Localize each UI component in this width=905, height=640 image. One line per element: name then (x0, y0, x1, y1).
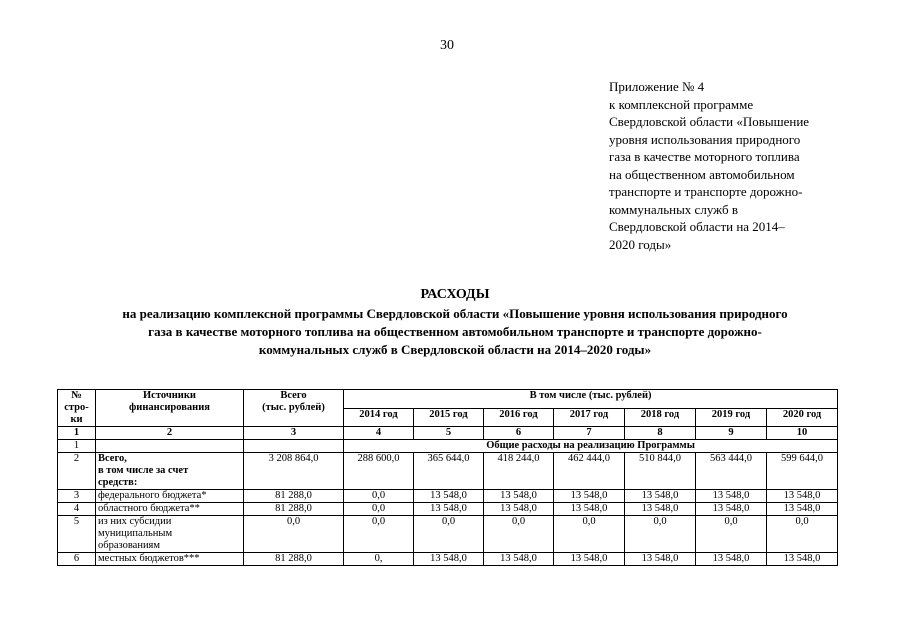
row-value: 0, (344, 553, 414, 566)
header-row-number: № стро- ки (58, 390, 96, 427)
row-number: 2 (58, 453, 96, 490)
row-value: 13 548,0 (484, 553, 554, 566)
row-number: 5 (58, 516, 96, 553)
row-number: 6 (58, 553, 96, 566)
row-total: 81 288,0 (244, 553, 344, 566)
row-value: 288 600,0 (344, 453, 414, 490)
column-number: 2 (96, 427, 244, 440)
document-subtitle (55, 305, 855, 359)
appendix-line: на общественном автомобильном (609, 166, 795, 182)
header-year: 2019 год (696, 408, 767, 427)
row-source: федерального бюджета* (96, 490, 244, 503)
row-value: 13 548,0 (414, 490, 484, 503)
column-number: 6 (484, 427, 554, 440)
row-value: 0,0 (484, 516, 554, 553)
column-number: 9 (696, 427, 767, 440)
row-number: 1 (58, 440, 96, 453)
header-year: 2017 год (554, 408, 625, 427)
column-number: 1 (58, 427, 96, 440)
row-source: областного бюджета** (96, 503, 244, 516)
header-year: 2020 год (767, 408, 838, 427)
row-value: 13 548,0 (625, 503, 696, 516)
row-value: 13 548,0 (767, 503, 838, 516)
appendix-line: Приложение № 4 (609, 79, 705, 94)
header-year: 2018 год (625, 408, 696, 427)
row-value: 0,0 (767, 516, 838, 553)
subtitle-line: газа в качестве моторного топлива на общественном автомобильном транспорте и транспорте дорожно- (148, 324, 762, 339)
header-year: 2016 год (484, 408, 554, 427)
row-value: 563 444,0 (696, 453, 767, 490)
row-value: 13 548,0 (554, 490, 625, 503)
appendix-line: коммунальных служб в (609, 201, 738, 217)
appendix-line: Свердловской области на 2014– (609, 219, 785, 234)
row-value: 13 548,0 (625, 490, 696, 503)
row-value: 13 548,0 (414, 503, 484, 516)
header-including: В том числе (тыс. рублей) (344, 390, 838, 409)
row-total: 3 208 864,0 (244, 453, 344, 490)
row-value: 510 844,0 (625, 453, 696, 490)
row-value: 0,0 (344, 503, 414, 516)
appendix-line: транспорте и транспорте дорожно- (609, 184, 803, 199)
appendix-line: газа в качестве моторного топлива (609, 149, 800, 164)
appendix-note (609, 78, 859, 253)
row-value: 13 548,0 (767, 553, 838, 566)
column-number: 10 (767, 427, 838, 440)
subtitle-line: на реализацию комплексной программы Свердловской области «Повышение уровня использования природного (122, 306, 788, 321)
row-total: 81 288,0 (244, 503, 344, 516)
appendix-line: 2020 годы» (609, 236, 672, 252)
section-row (58, 440, 838, 453)
row-value: 0,0 (414, 516, 484, 553)
appendix-line: к комплексной программе (609, 96, 754, 112)
row-value: 418 244,0 (484, 453, 554, 490)
row-value: 599 644,0 (767, 453, 838, 490)
column-number: 3 (244, 427, 344, 440)
header-year: 2015 год (414, 408, 484, 427)
row-value: 13 548,0 (696, 553, 767, 566)
row-value: 13 548,0 (625, 553, 696, 566)
row-source: Всего, в том числе за счет средств: (96, 453, 244, 490)
row-value: 13 548,0 (696, 490, 767, 503)
row-value: 13 548,0 (484, 503, 554, 516)
column-number: 7 (554, 427, 625, 440)
row-value: 13 548,0 (767, 490, 838, 503)
table-row (58, 503, 838, 516)
column-number: 4 (344, 427, 414, 440)
row-number: 4 (58, 503, 96, 516)
table-row (58, 516, 838, 553)
table-row (58, 490, 838, 503)
column-number-row (58, 427, 838, 440)
row-value: 13 548,0 (554, 553, 625, 566)
column-number: 5 (414, 427, 484, 440)
row-value: 0,0 (344, 490, 414, 503)
table-row (58, 553, 838, 566)
column-number: 8 (625, 427, 696, 440)
section-label: Общие расходы на реализацию Программы (344, 440, 838, 453)
subtitle-line: коммунальных служб в Свердловской области на 2014–2020 годы» (258, 342, 652, 357)
row-value: 0,0 (344, 516, 414, 553)
row-value: 13 548,0 (414, 553, 484, 566)
table-header-row (58, 390, 838, 409)
table-row (58, 453, 838, 490)
row-value: 0,0 (696, 516, 767, 553)
row-source: местных бюджетов*** (96, 553, 244, 566)
row-source: из них субсидии муниципальным образованиям (96, 516, 244, 553)
row-number: 3 (58, 490, 96, 503)
row-value: 0,0 (554, 516, 625, 553)
row-total: 0,0 (244, 516, 344, 553)
row-value: 462 444,0 (554, 453, 625, 490)
row-value: 365 644,0 (414, 453, 484, 490)
row-total: 81 288,0 (244, 490, 344, 503)
row-value: 13 548,0 (554, 503, 625, 516)
header-sources: Источники финансирования (96, 390, 244, 427)
row-value: 13 548,0 (484, 490, 554, 503)
header-year: 2014 год (344, 408, 414, 427)
row-value: 0,0 (625, 516, 696, 553)
page-number: 30 (440, 38, 454, 53)
expenses-table (57, 389, 838, 566)
appendix-line: уровня использования природного (609, 131, 801, 147)
document-title: РАСХОДЫ (420, 287, 490, 302)
header-total: Всего (тыс. рублей) (244, 390, 344, 427)
row-value: 13 548,0 (696, 503, 767, 516)
appendix-line: Свердловской области «Повышение (609, 114, 810, 129)
